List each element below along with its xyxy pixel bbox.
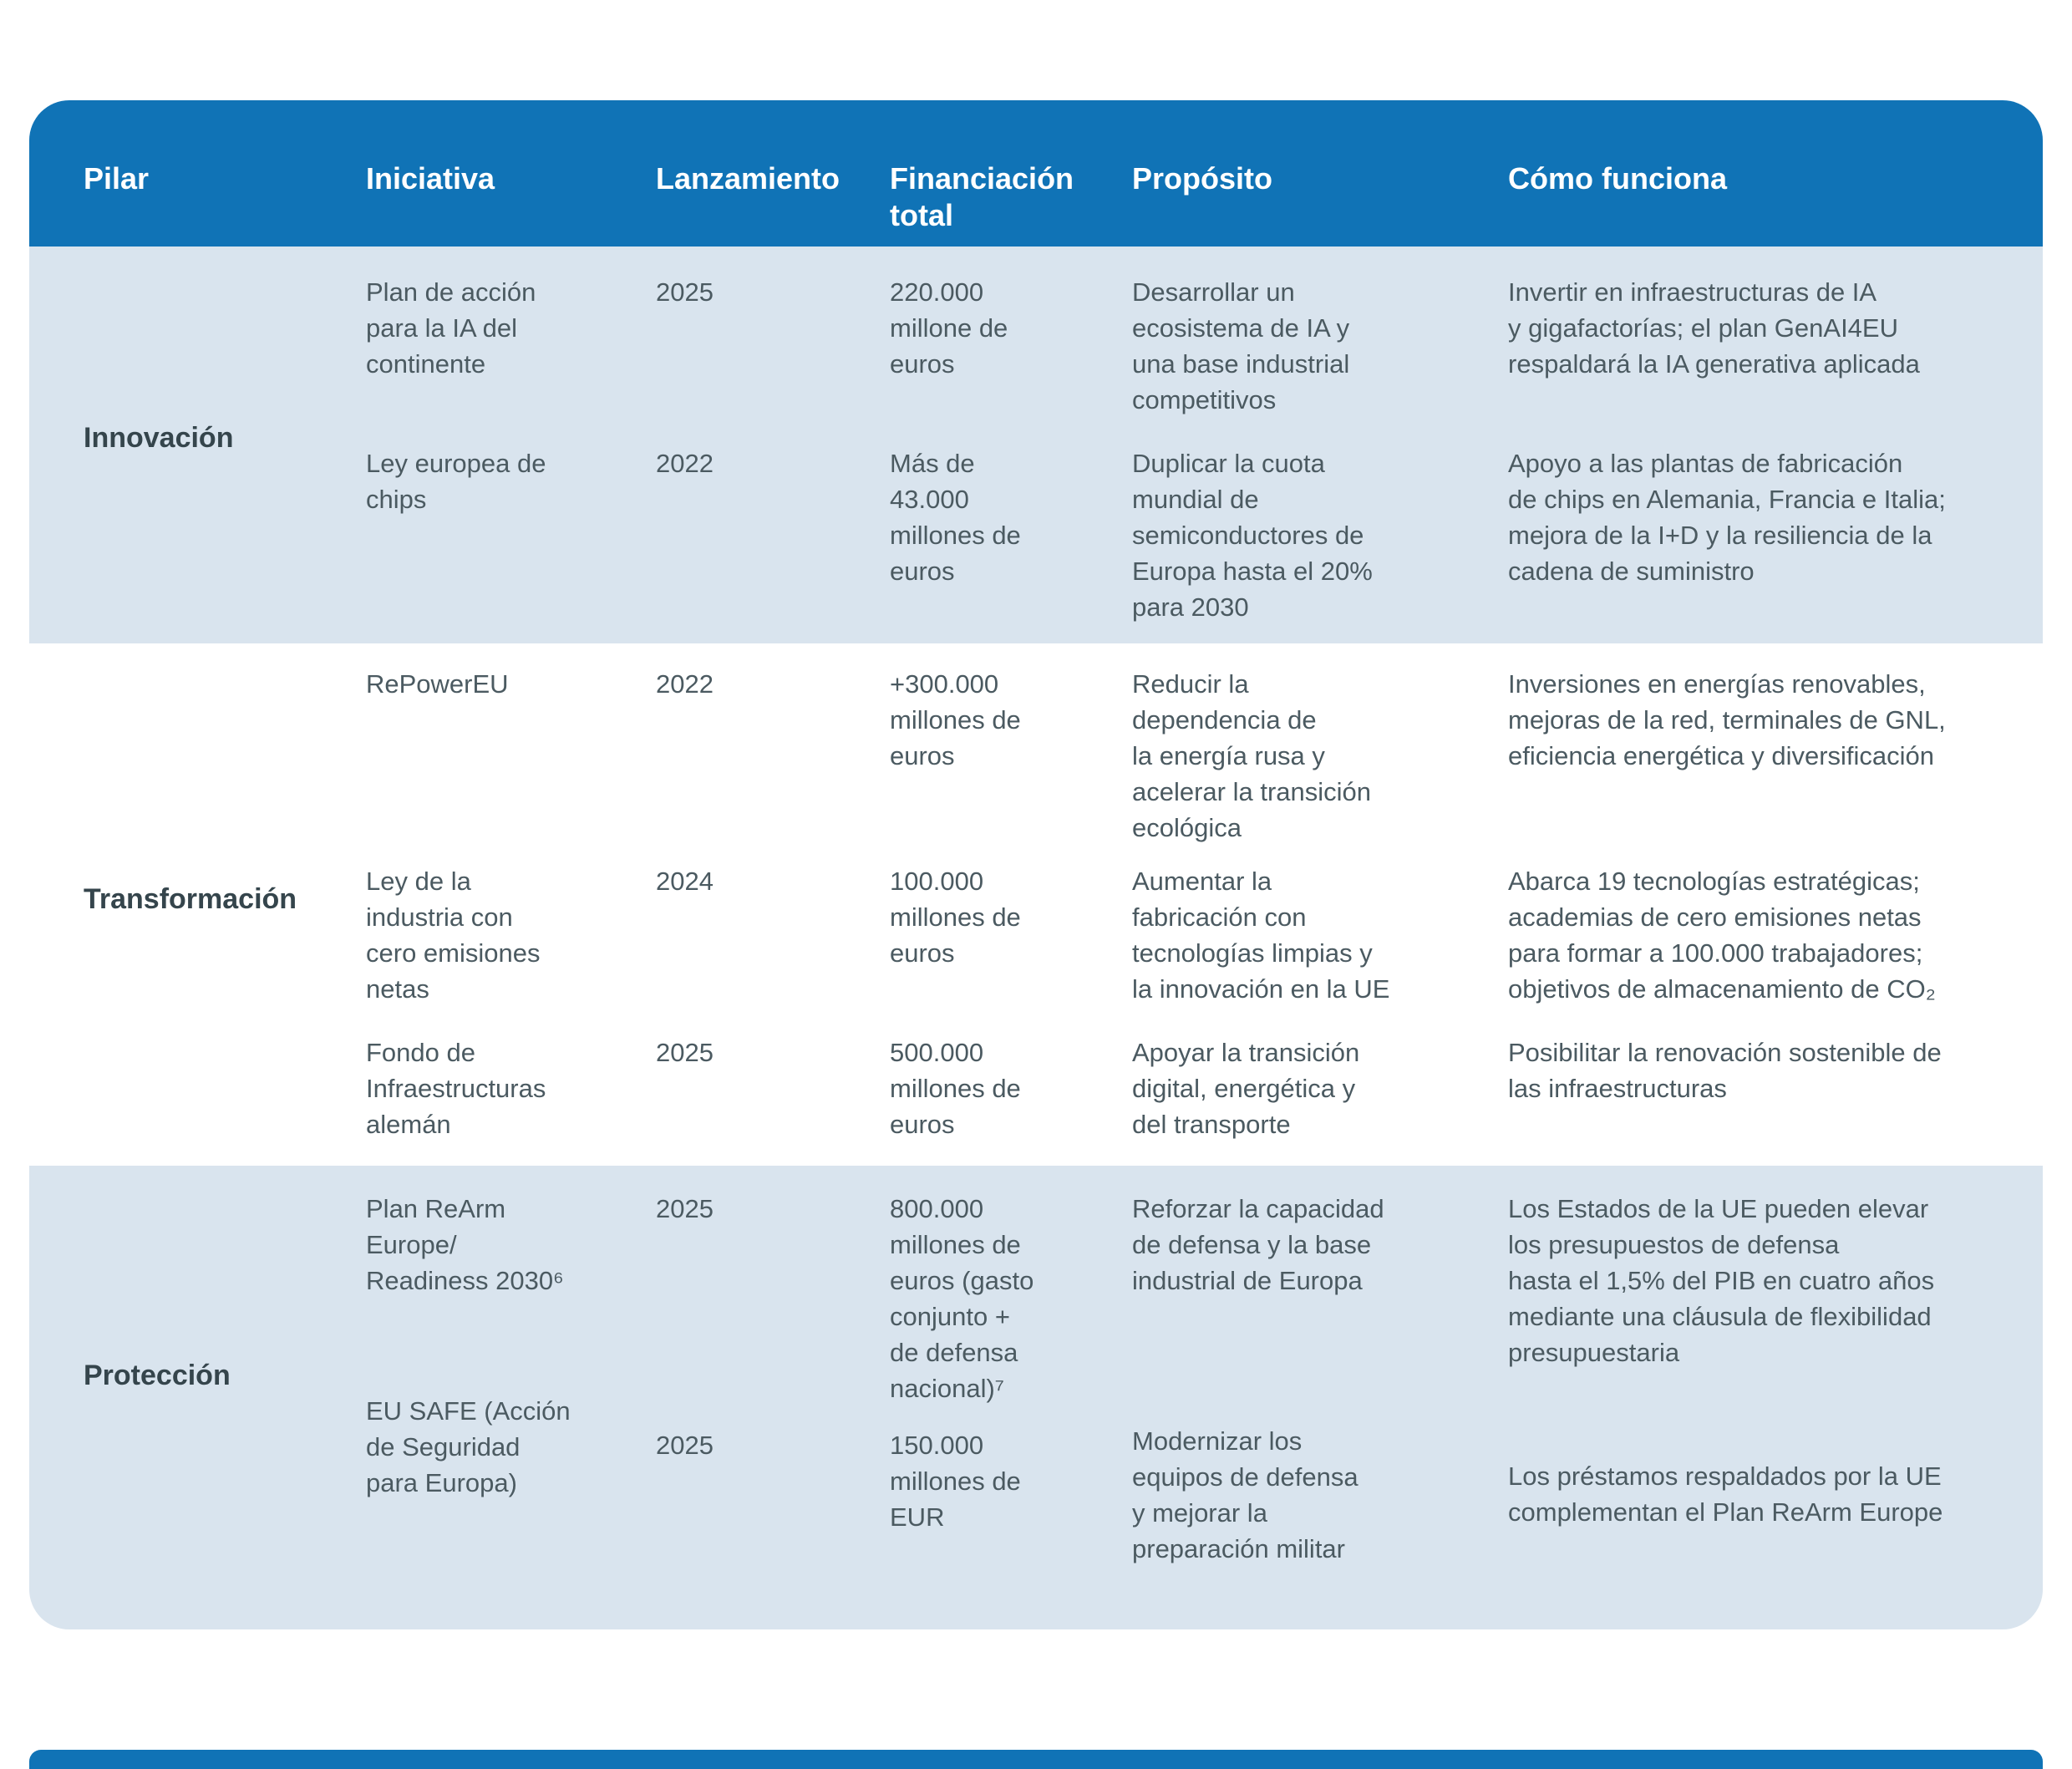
cell-proposito: Reforzar la capacidad de defensa y la base industrial de Europa bbox=[1132, 1194, 1384, 1295]
cell-lanzamiento: 2025 bbox=[656, 1431, 714, 1460]
cell-como-funciona: Invertir en infraestructuras de IA y gigafactorías; el plan GenAI4EU respaldará la IA generativa aplicada bbox=[1508, 277, 1920, 379]
cell-iniciativa: Plan de acción para la IA del continente bbox=[366, 277, 536, 379]
pillar-label-transformacion: Transformación bbox=[84, 883, 297, 915]
cell-financiacion: 220.000 millone de euros bbox=[890, 277, 1008, 379]
column-header-iniciativa: Iniciativa bbox=[366, 161, 495, 196]
cell-lanzamiento: 2025 bbox=[656, 1194, 714, 1223]
table-row bbox=[29, 863, 2043, 1007]
table-row bbox=[29, 1034, 2043, 1142]
table-row bbox=[29, 1393, 2043, 1567]
cell-como-funciona: Posibilitar la renovación sostenible de las infraestructuras bbox=[1508, 1038, 1942, 1103]
cell-financiacion: Más de 43.000 millones de euros bbox=[890, 449, 1021, 586]
cell-financiacion: 800.000 millones de euros (gasto conjunto + de defensa nacional)⁷ bbox=[890, 1194, 1034, 1403]
cell-proposito: Aumentar la fabricación con tecnologías limpias y la innovación en la UE bbox=[1132, 867, 1390, 1004]
column-header-lanzamiento: Lanzamiento bbox=[656, 161, 840, 196]
cell-como-funciona: Inversiones en energías renovables, mejoras de la red, terminales de GNL, eficiencia energética y diversificación bbox=[1508, 669, 1946, 770]
cell-lanzamiento: 2022 bbox=[656, 669, 714, 699]
cell-iniciativa: Plan ReArm Europe/ Readiness 2030⁶ bbox=[366, 1194, 564, 1295]
table-row bbox=[29, 445, 2043, 625]
initiatives-table bbox=[29, 100, 2043, 1629]
section-proteccion bbox=[29, 1166, 2043, 1629]
column-header-proposito: Propósito bbox=[1132, 161, 1272, 196]
cell-como-funciona: Los Estados de la UE pueden elevar los presupuestos de defensa hasta el 1,5% del PIB en cuatro años mediante una cláusula de flexibilidad presupuestaria bbox=[1508, 1194, 1935, 1367]
table-row bbox=[29, 666, 2043, 846]
cell-lanzamiento: 2022 bbox=[656, 449, 714, 478]
cell-como-funciona: Apoyo a las plantas de fabricación de chips en Alemania, Francia e Italia; mejora de la I+D y la resiliencia de la cadena de suministro bbox=[1508, 449, 1946, 586]
cell-iniciativa: Ley europea de chips bbox=[366, 449, 546, 514]
cell-como-funciona: Abarca 19 tecnologías estratégicas; academias de cero emisiones netas para formar a 100.000 trabajadores; objetivos de almacenamiento de CO₂ bbox=[1508, 867, 1936, 1004]
cell-financiacion: +300.000 millones de euros bbox=[890, 669, 1021, 770]
section-innovacion bbox=[29, 247, 2043, 643]
cell-proposito: Modernizar los equipos de defensa y mejorar la preparación militar bbox=[1132, 1426, 1358, 1563]
cell-iniciativa: EU SAFE (Acción de Seguridad para Europa) bbox=[366, 1396, 571, 1497]
table-header-row bbox=[29, 100, 2043, 247]
next-section-header-strip bbox=[29, 1750, 2043, 1769]
cell-financiacion: 150.000 millones de EUR bbox=[890, 1431, 1021, 1532]
cell-financiacion: 100.000 millones de euros bbox=[890, 867, 1021, 968]
column-header-financiacion-total: Financiación total bbox=[890, 161, 1074, 232]
cell-financiacion: 500.000 millones de euros bbox=[890, 1038, 1021, 1139]
cell-proposito: Desarrollar un ecosistema de IA y una base industrial competitivos bbox=[1132, 277, 1350, 414]
cell-iniciativa: RePowerEU bbox=[366, 669, 509, 699]
table-row bbox=[29, 274, 2043, 418]
column-header-como-funciona: Cómo funciona bbox=[1508, 161, 1727, 196]
cell-como-funciona: Los préstamos respaldados por la UE complementan el Plan ReArm Europe bbox=[1508, 1461, 1943, 1527]
cell-lanzamiento: 2024 bbox=[656, 867, 714, 896]
cell-proposito: Duplicar la cuota mundial de semiconductores de Europa hasta el 20% para 2030 bbox=[1132, 449, 1373, 622]
table-row bbox=[29, 1191, 2043, 1406]
cell-proposito: Apoyar la transición digital, energética y del transporte bbox=[1132, 1038, 1360, 1139]
pillar-label-proteccion: Protección bbox=[84, 1360, 231, 1391]
section-transformacion bbox=[29, 643, 2043, 1166]
column-header-pilar: Pilar bbox=[84, 161, 150, 196]
cell-iniciativa: Ley de la industria con cero emisiones netas bbox=[366, 867, 541, 1004]
cell-lanzamiento: 2025 bbox=[656, 1038, 714, 1067]
cell-lanzamiento: 2025 bbox=[656, 277, 714, 307]
cell-iniciativa: Fondo de Infraestructuras alemán bbox=[366, 1038, 546, 1139]
cell-proposito: Reducir la dependencia de la energía rusa y acelerar la transición ecológica bbox=[1132, 669, 1372, 842]
pillar-label-innovacion: Innovación bbox=[84, 422, 234, 454]
